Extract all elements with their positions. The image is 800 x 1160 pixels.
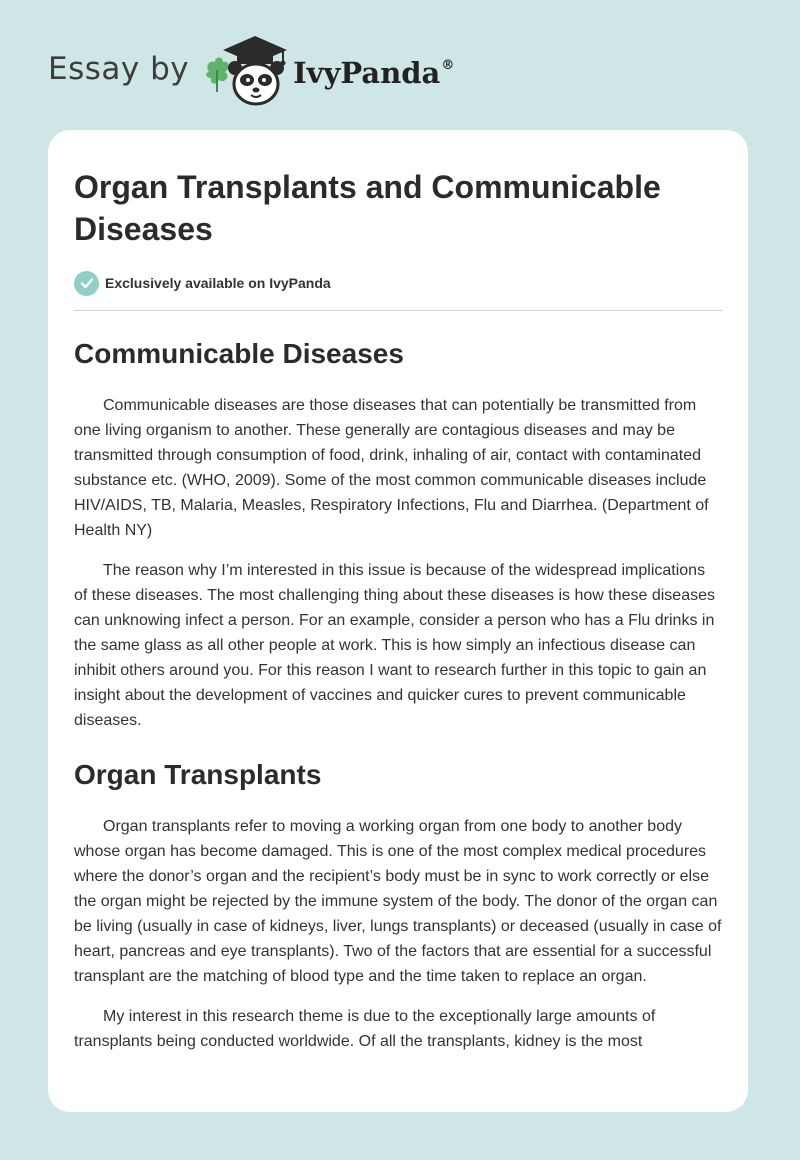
- paragraph: Organ transplants refer to moving a working organ from one body to another body whose organ has become damaged. This is one of the most complex medical procedures where the donor’s organ and the recipient’s body must be in sync to work correctly or else the organ might be rejected by the immune system of the body. The donor of the organ can be living (usually in case of kidneys, liver, lungs transplants) or deceased (usually in case of heart, pancreas and eye transplants). Two of the factors that are essential for a successful transplant are the matching of blood type and the time taken to replace an organ.: [74, 818, 722, 985]
- divider: [74, 310, 722, 311]
- site-header: [48, 32, 454, 112]
- exclusive-badge: [74, 270, 722, 296]
- paragraph: Communicable diseases are those diseases that can potentially be transmitted from one living organism to another. These generally are contagious diseases and may be transmitted through consumption of food, drink, inhaling of air, contact with contaminated substance etc. (WHO, 2009). Some of the most common communicable diseases include HIV/AIDS, TB, Malaria, Measles, Respiratory Infections, Flu and Diarrhea. (Department of Health NY): [74, 397, 709, 539]
- panda-logo-icon[interactable]: [203, 32, 295, 112]
- registered-mark: ®: [441, 58, 455, 73]
- checkmark-icon: [74, 271, 99, 296]
- essay-card: [48, 130, 748, 1112]
- exclusive-label: Exclusively available on IvyPanda: [105, 275, 331, 291]
- brand-name[interactable]: [293, 56, 454, 90]
- brand-text: IvyPanda: [293, 56, 441, 90]
- page-title: Organ Transplants and Communicable Diseases: [74, 169, 661, 247]
- section-heading-communicable-diseases: Communicable Diseases: [74, 338, 404, 369]
- essay-by-label: Essay by: [48, 51, 190, 87]
- section-heading-organ-transplants: Organ Transplants: [74, 759, 322, 790]
- paragraph: The reason why I’m interested in this issue is because of the widespread implications of these diseases. The most challenging thing about these diseases is how these diseases can unknowing infect a person. For an example, consider a person who has a Flu drinks in the same glass as all other people at work. This is how simply an infectious disease can inhibit others around you. For this reason I want to research further in this topic to gain an insight about the development of vaccines and quicker cures to prevent communicable diseases.: [74, 562, 715, 729]
- paragraph: My interest in this research theme is due to the exceptionally large amounts of transplants being conducted worldwide. Of all the transplants, kidney is the most: [74, 1008, 656, 1050]
